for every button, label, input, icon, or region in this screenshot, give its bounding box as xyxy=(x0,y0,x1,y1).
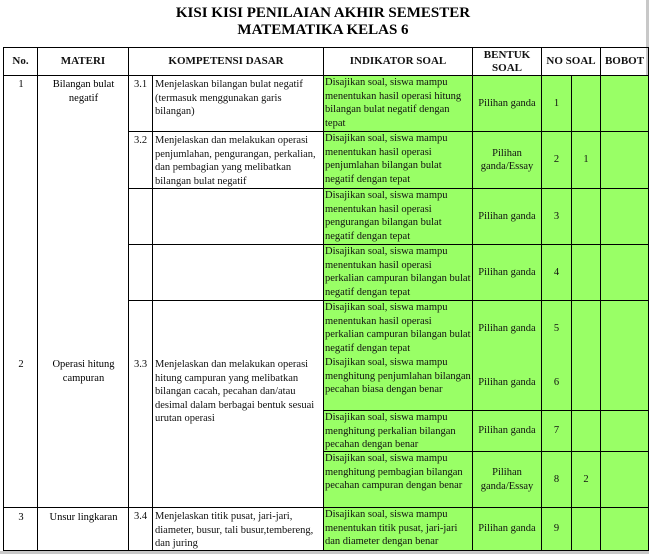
kd-text-cell: Menjelaskan dan melakukan operasi hitung campuran yang melibatkan bilangan cacah, pecahan dan/atau desimal dalam berbagai bentuk sesuai urutan operasi xyxy=(153,301,324,508)
no-cell xyxy=(4,76,38,508)
indikator-cell: Disajikan soal, siswa mampu menghitung pembagian bilangan pecahan campuran dengan benar xyxy=(324,452,473,508)
kd-text-cell: Menjelaskan dan melakukan operasi penjumlahan, pengurangan, perkalian, dan pembagian yang melibatkan bilangan bulat negatif xyxy=(153,132,324,189)
bobot-cell xyxy=(601,132,649,189)
bobot-cell xyxy=(601,76,649,132)
kd-text-cell: Menjelaskan bilangan bulat negatif (termasuk menggunakan garis bilangan) xyxy=(153,76,324,132)
bentuk-soal-cell: Pilihan ganda/Essay xyxy=(473,132,542,189)
bobot-cell xyxy=(601,245,649,301)
kd-text-cell xyxy=(153,189,324,245)
no-soal-pg-cell: 1 xyxy=(542,76,572,132)
no-soal-essay-cell: 2 xyxy=(572,452,601,508)
header-indikator: INDIKATOR SOAL xyxy=(324,48,473,76)
no-soal-essay-cell xyxy=(572,508,601,551)
bobot-cell xyxy=(601,356,649,411)
no-soal-essay-cell xyxy=(572,189,601,245)
indikator-cell: Disajikan soal, siswa mampu menentukan hasil operasi pengurangan bilangan bulat negatif dengan tepat xyxy=(324,189,473,245)
indikator-cell: Disajikan soal, siswa mampu menghitung perkalian bilangan pecahan dengan benar xyxy=(324,411,473,452)
no-soal-essay-cell xyxy=(572,411,601,452)
no-soal-pg-cell: 2 xyxy=(542,132,572,189)
header-kompetensi-dasar: KOMPETENSI DASAR xyxy=(129,48,324,76)
no-soal-pg-cell: 5 xyxy=(542,301,572,356)
header-bobot: BOBOT xyxy=(601,48,649,76)
indikator-cell: Disajikan soal, siswa mampu menentukan hasil operasi perkalian campuran bilangan bulat negatif dengan tepat xyxy=(324,301,473,356)
no-soal-essay-cell xyxy=(572,76,601,132)
bentuk-soal-cell: Pilihan ganda xyxy=(473,301,542,356)
indikator-cell: Disajikan soal, siswa mampu menentukan hasil operasi perkalian campuran bilangan bulat negatif dengan tepat xyxy=(324,245,473,301)
kd-code-cell: 3.1 xyxy=(129,76,153,132)
bentuk-soal-cell: Pilihan ganda xyxy=(473,356,542,411)
bobot-cell xyxy=(601,508,649,551)
bentuk-soal-cell: Pilihan ganda xyxy=(473,245,542,301)
materi-name: Unsur lingkaran xyxy=(49,512,118,523)
bentuk-soal-cell: Pilihan ganda xyxy=(473,189,542,245)
no-soal-essay-cell xyxy=(572,356,601,411)
document-subtitle: MATEMATIKA KELAS 6 xyxy=(237,22,409,38)
materi-number: 2 xyxy=(18,359,24,370)
kd-code-cell: 3.4 xyxy=(129,508,153,551)
indikator-cell: Disajikan soal, siswa mampu menghitung penjumlahan bilangan pecahan biasa dengan benar xyxy=(324,356,473,411)
kd-text-cell xyxy=(153,245,324,301)
bobot-cell xyxy=(601,411,649,452)
bentuk-soal-cell: Pilihan ganda/Essay xyxy=(473,452,542,508)
no-soal-pg-cell: 3 xyxy=(542,189,572,245)
indikator-cell: Disajikan soal, siswa mampu menentukan hasil operasi hitung bilangan bulat negatif dengan tepat xyxy=(324,76,473,132)
materi-cell xyxy=(38,76,129,508)
kd-text-cell: Menjelaskan titik pusat, jari-jari, diameter, busur, tali busur,tembereng, dan juring xyxy=(153,508,324,551)
no-soal-pg-cell: 6 xyxy=(542,356,572,411)
header-no: No. xyxy=(4,48,38,76)
kisi-table xyxy=(3,47,649,551)
kd-code-cell xyxy=(129,189,153,245)
bobot-cell xyxy=(601,452,649,508)
no-soal-pg-cell: 4 xyxy=(542,245,572,301)
materi-number: 1 xyxy=(18,79,24,90)
header-materi: MATERI xyxy=(38,48,129,76)
materi-number: 3 xyxy=(18,512,24,523)
no-soal-pg-cell: 8 xyxy=(542,452,572,508)
bentuk-soal-cell: Pilihan ganda xyxy=(473,76,542,132)
bentuk-soal-cell: Pilihan ganda xyxy=(473,508,542,551)
bentuk-soal-cell: Pilihan ganda xyxy=(473,411,542,452)
header-no-soal: NO SOAL xyxy=(542,48,601,76)
bobot-cell xyxy=(601,301,649,356)
materi-name: Operasi hitung campuran xyxy=(52,359,115,384)
indikator-cell: Disajikan soal, siswa mampu menentukan hasil operasi penjumlahan bilangan bulat negatif dengan tepat xyxy=(324,132,473,189)
no-soal-essay-cell xyxy=(572,301,601,356)
kd-code-cell: 3.3 xyxy=(129,301,153,508)
kd-code-cell: 3.2 xyxy=(129,132,153,189)
materi-name: Bilangan bulat negatif xyxy=(52,79,115,104)
header-bentuk-soal: BENTUK SOAL xyxy=(473,48,542,76)
no-soal-pg-cell: 7 xyxy=(542,411,572,452)
kd-code-cell xyxy=(129,245,153,301)
no-soal-pg-cell: 9 xyxy=(542,508,572,551)
no-soal-essay-cell: 1 xyxy=(572,132,601,189)
bobot-cell xyxy=(601,189,649,245)
document-title: KISI KISI PENILAIAN AKHIR SEMESTER xyxy=(175,5,471,21)
no-soal-essay-cell xyxy=(572,245,601,301)
indikator-cell: Disajikan soal, siswa mampu menentukan titik pusat, jari-jari dan diameter dengan benar xyxy=(324,508,473,551)
